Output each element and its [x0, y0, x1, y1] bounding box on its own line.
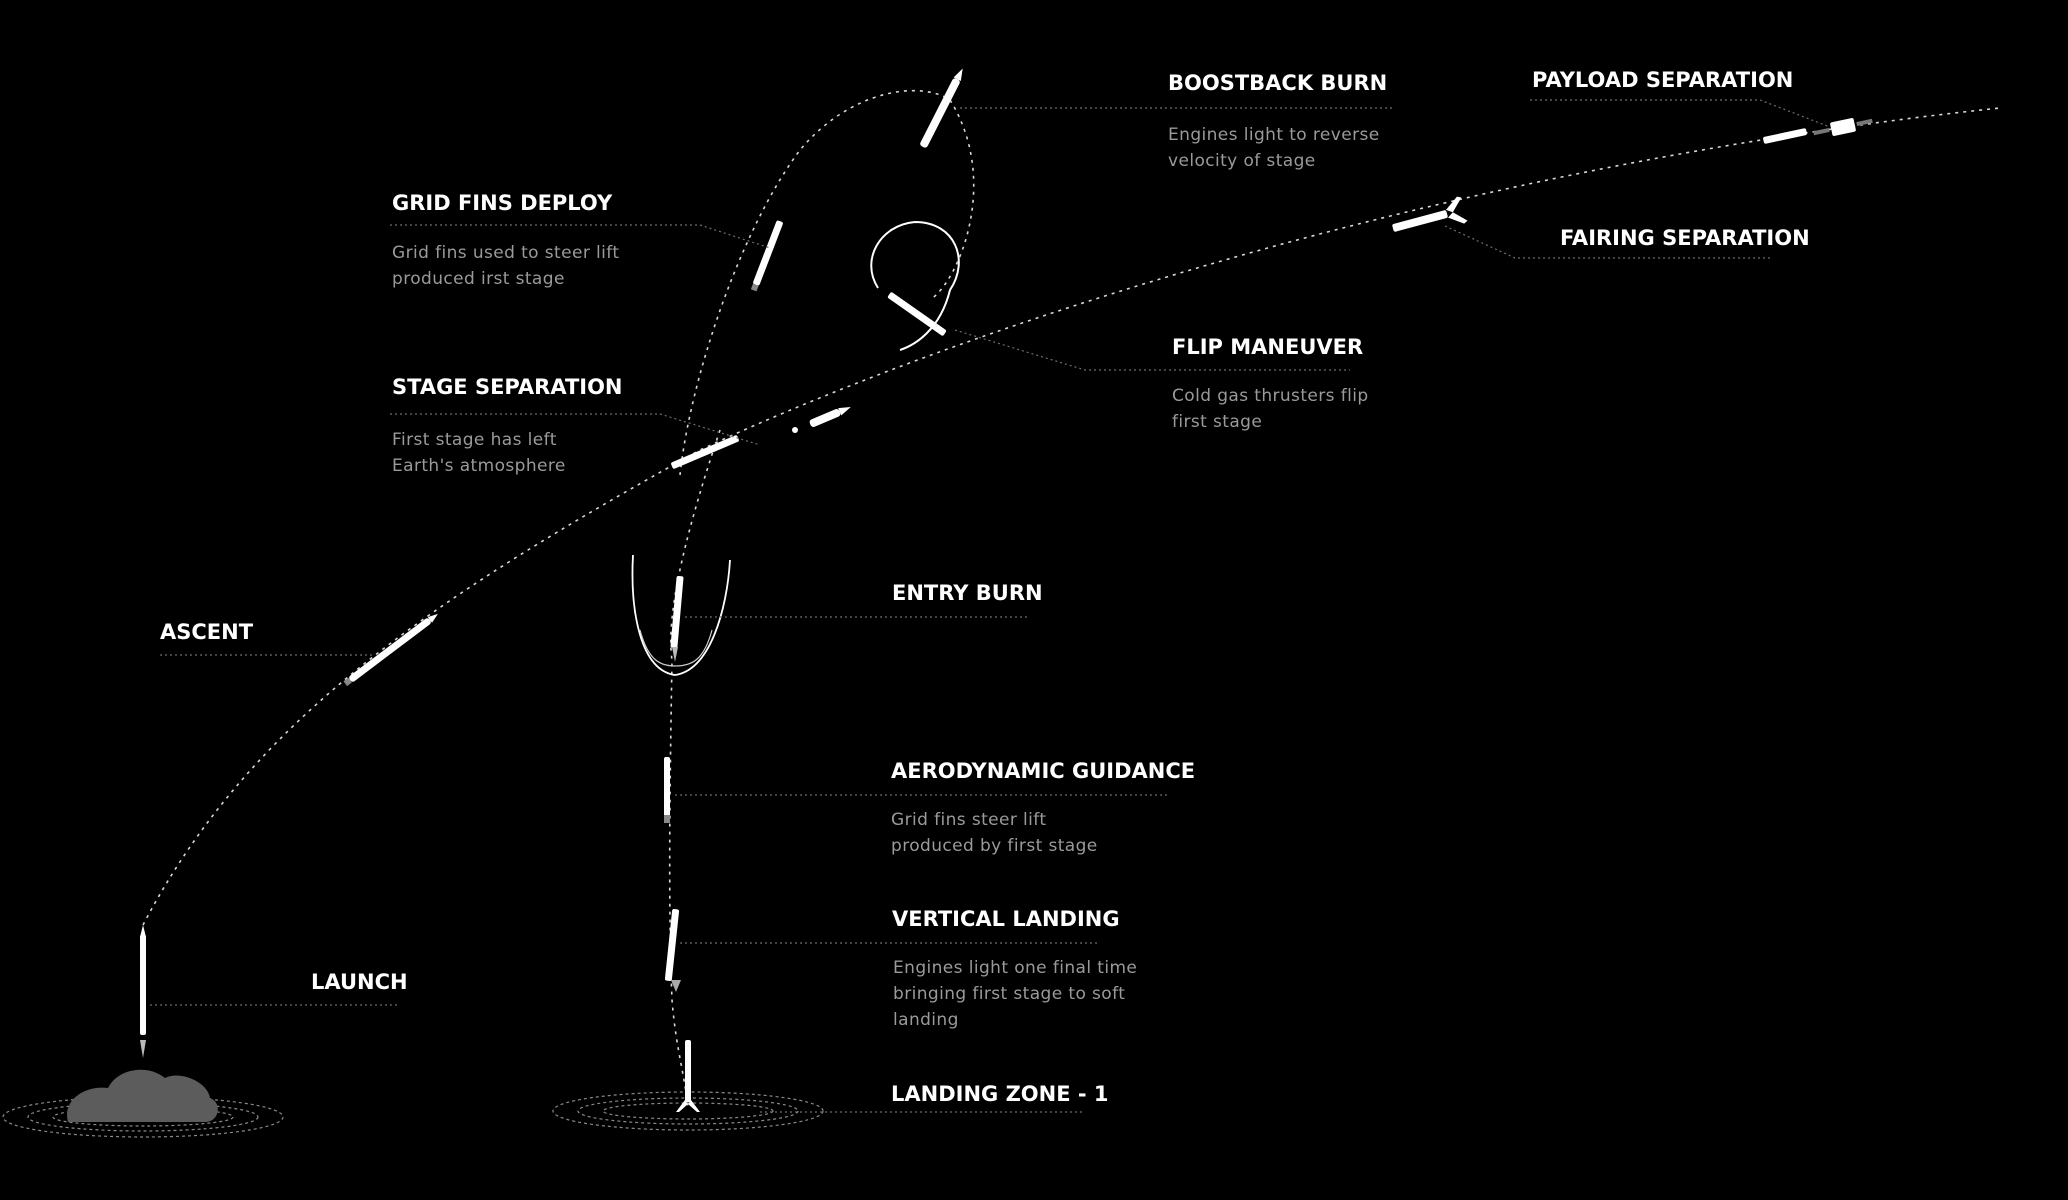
grid-fins-deploy-title: GRID FINS DEPLOY — [392, 191, 613, 215]
landing-zone-title: LANDING ZONE - 1 — [891, 1082, 1109, 1106]
separated-second-stage — [809, 403, 853, 428]
launch-title: LAUNCH — [311, 970, 408, 994]
flip-rocket — [887, 292, 947, 337]
boostback-rocket — [919, 67, 966, 149]
boostback-burn-desc-line-1: Engines light to reverse — [1168, 125, 1380, 145]
separated-first-stage — [670, 435, 739, 470]
vertical-landing-desc-line-2: bringing first stage to soft — [893, 984, 1126, 1004]
aerodynamic-guidance-desc-line-2: produced by first stage — [891, 836, 1098, 856]
boostback-burn-desc-line-2: velocity of stage — [1168, 151, 1316, 171]
fairing-separation-title: FAIRING SEPARATION — [1560, 226, 1810, 250]
launch-pad — [3, 1070, 283, 1137]
stage-separation-desc-line-1: First stage has left — [392, 430, 557, 450]
flip-maneuver-desc-line-2: first stage — [1172, 412, 1263, 432]
boostback-burn-title: BOOSTBACK BURN — [1168, 71, 1388, 95]
payload-separation-leader — [1530, 100, 1830, 127]
ascent-title: ASCENT — [160, 620, 254, 644]
payload-separation-stage — [1763, 128, 1807, 144]
vertical-landing-desc-line-1: Engines light one final time — [893, 958, 1138, 978]
aerodynamic-guidance-title: AERODYNAMIC GUIDANCE — [891, 759, 1196, 783]
grid-fins-rocket — [750, 220, 783, 292]
separation-debris — [792, 427, 798, 433]
entry-plume-outer — [632, 555, 730, 675]
flip-maneuver-title: FLIP MANEUVER — [1172, 335, 1364, 359]
payload-satellite — [1812, 114, 1874, 140]
payload-separation-title: PAYLOAD SEPARATION — [1532, 68, 1794, 92]
vertical-landing-desc-line-3: landing — [893, 1010, 959, 1030]
stage-separation-desc-line-2: Earth's atmosphere — [392, 456, 566, 476]
flip-maneuver-desc-line-1: Cold gas thrusters flip — [1172, 386, 1369, 406]
flip-maneuver — [871, 222, 959, 350]
grid-fins-deploy-desc-line-2: produced irst stage — [392, 269, 565, 289]
stage-separation-title: STAGE SEPARATION — [392, 375, 623, 399]
grid-fins-deploy-desc-line-1: Grid fins used to steer lift — [392, 243, 620, 263]
entry-rocket — [670, 576, 683, 648]
entry-burn-title: ENTRY BURN — [892, 581, 1043, 605]
fairing-separation-stage — [1389, 196, 1468, 242]
vertical-landing-rocket — [665, 909, 679, 981]
launch-smoke-cloud — [67, 1070, 218, 1122]
aerodynamic-guidance-desc-line-1: Grid fins steer lift — [891, 810, 1047, 830]
return-trajectory — [670, 430, 720, 1110]
ascent-rocket — [343, 611, 440, 686]
entry-burn — [632, 555, 730, 675]
landed-rocket — [676, 1040, 700, 1112]
aerodynamic-guidance-rocket — [664, 757, 670, 823]
launch-rocket — [140, 925, 146, 1058]
vertical-landing-title: VERTICAL LANDING — [892, 907, 1120, 931]
